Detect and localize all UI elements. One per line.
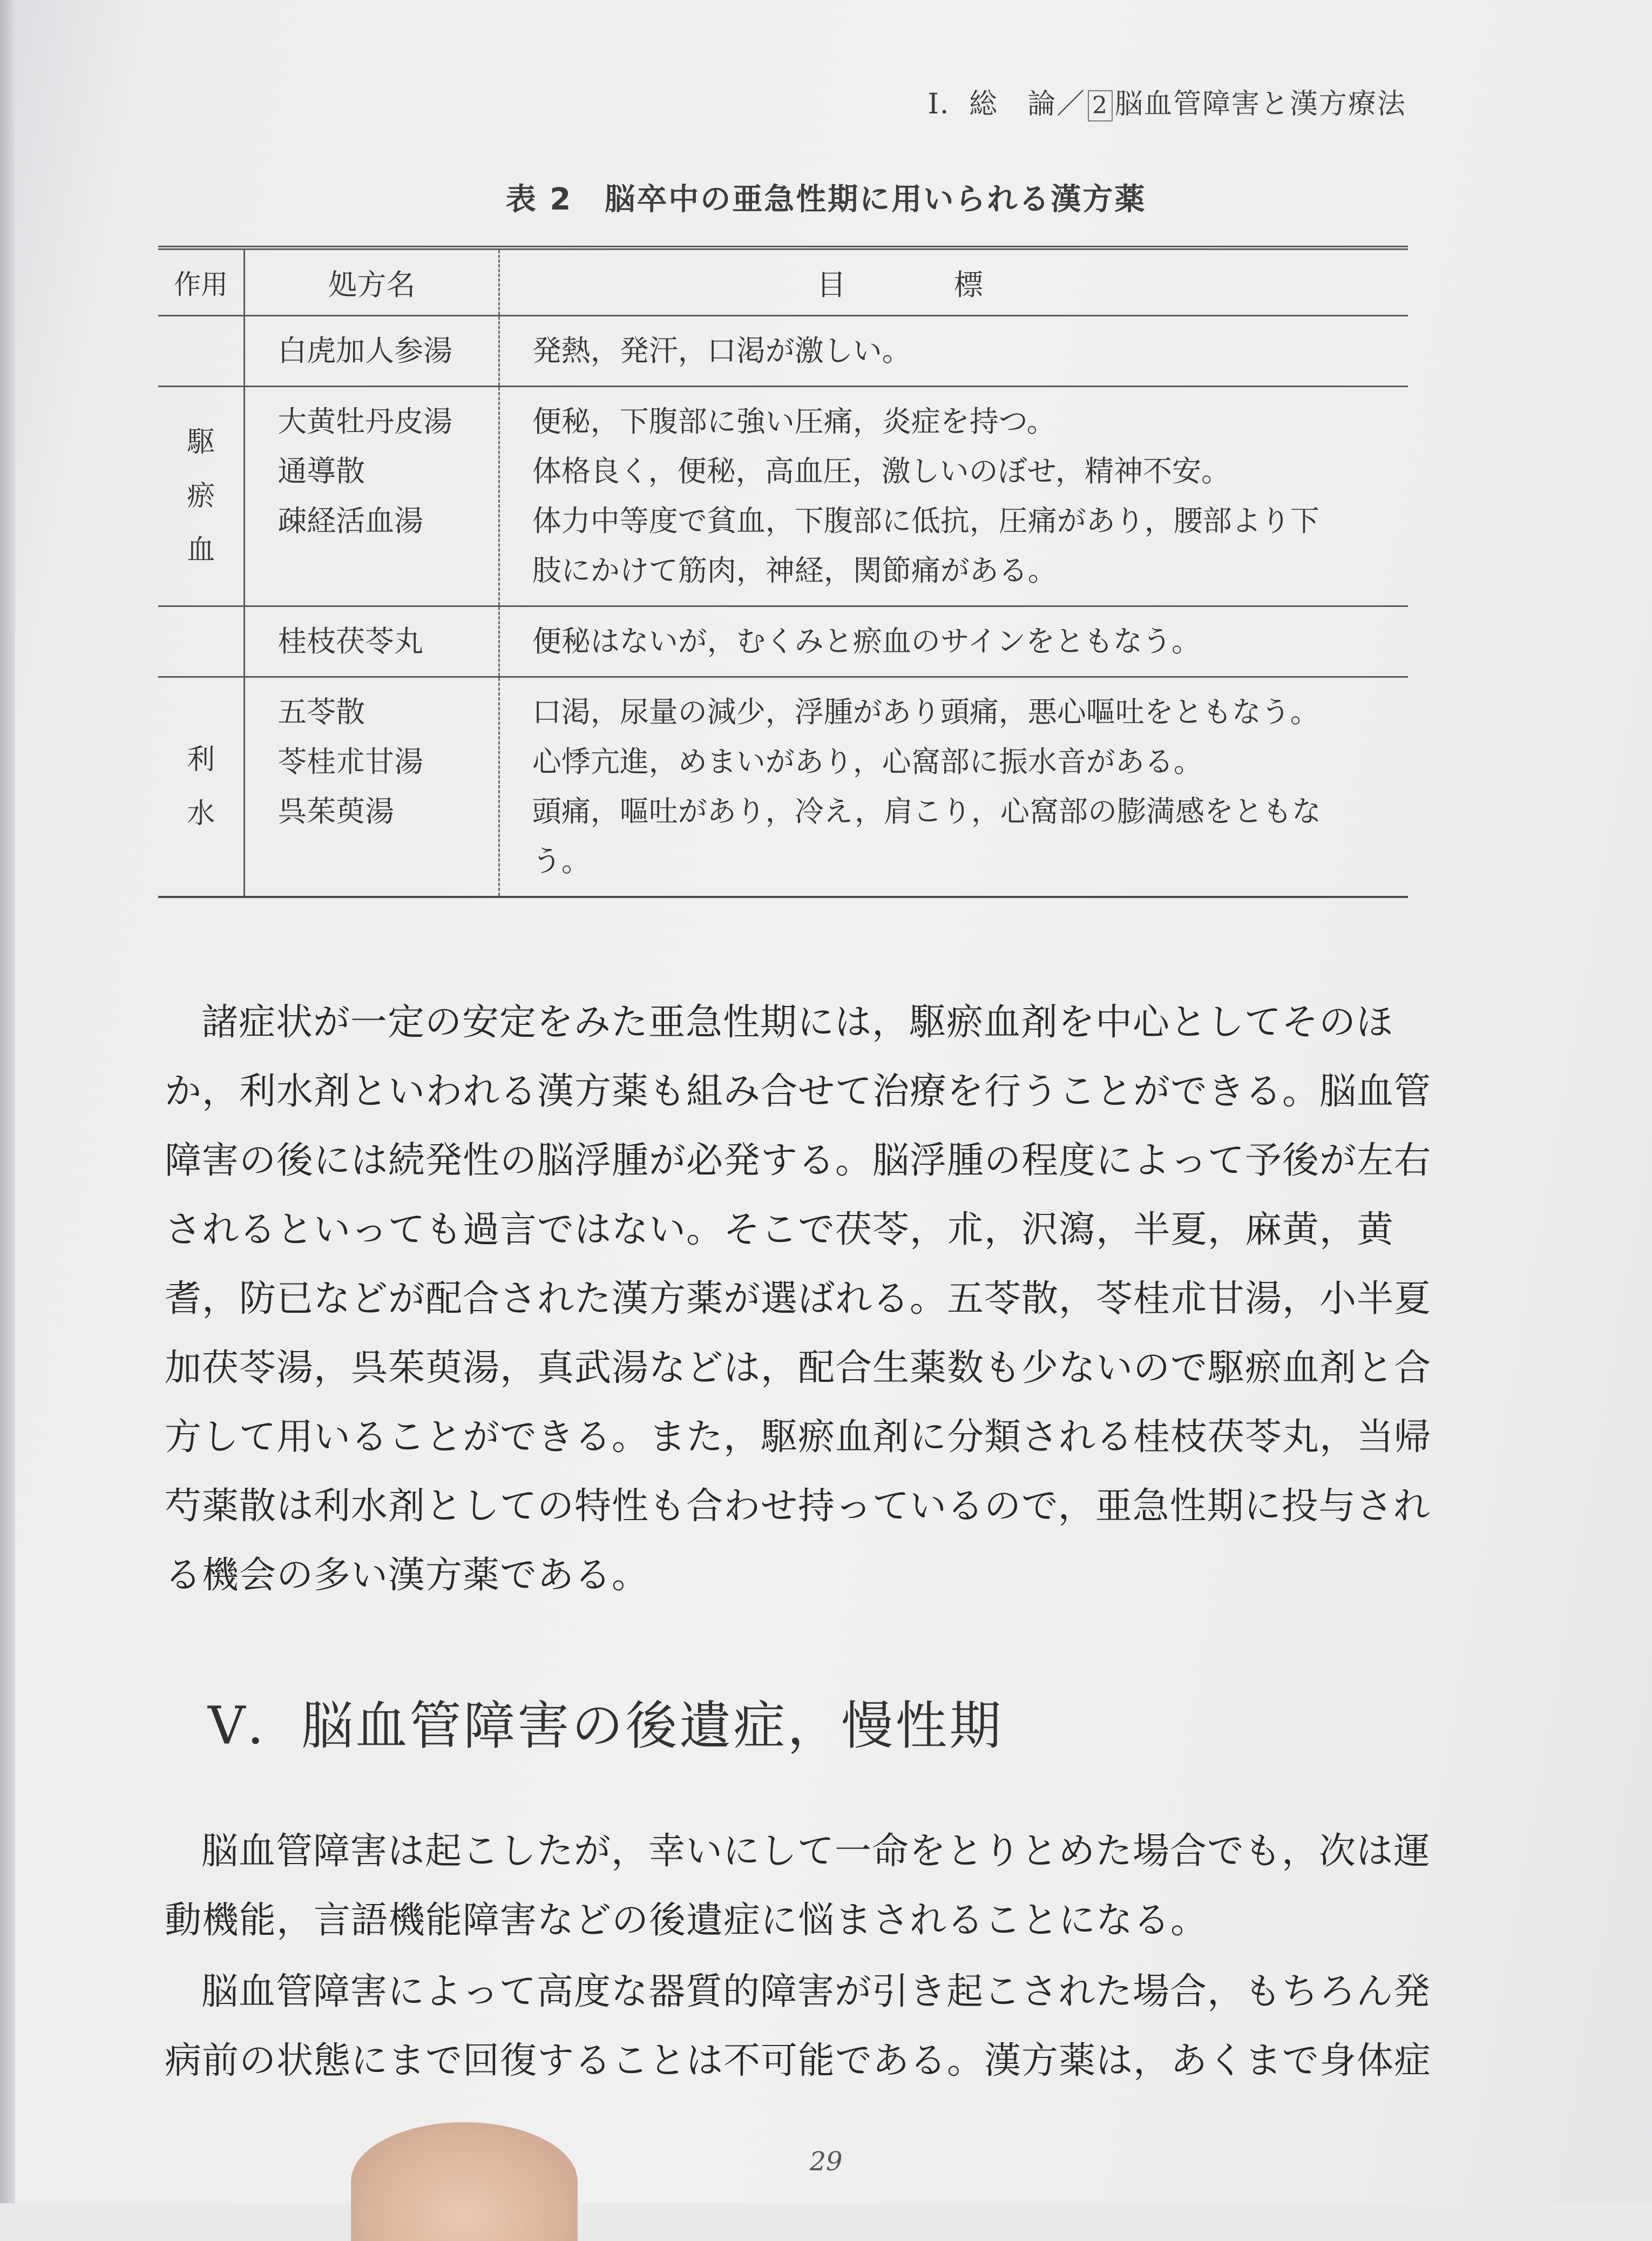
action-char: 血 [187,534,215,566]
action-char: 利 [187,744,215,776]
prescription-name: 白虎加人参湯 [277,334,453,368]
table-row [158,387,1408,606]
action-char: 駆 [187,426,215,458]
prescription-name-cell [245,387,499,606]
table-caption-text: 脳卒中の亜急性期に用いられる漢方薬 [605,182,1147,217]
target-text: 体格良く，便秘，高血圧，激しいのぼせ，精神不安。 [532,454,1231,488]
target-text: 肢にかけて筋肉，神経，関節痛がある。 [532,554,1057,588]
prescription-name: 苓桂朮甘湯 [277,745,424,779]
target-text: 便秘，下腹部に強い圧痛，炎症を持つ。 [532,404,1056,438]
running-head [927,81,1406,122]
section-heading: V．脳血管障害の後遺症，慢性期 [208,1696,1004,1756]
header-prescription-name: 処方名 [245,248,499,316]
prescription-name-cell [245,606,499,677]
action-char: 水 [187,798,215,830]
target-text: 頭痛，嘔吐があり，冷え，肩こり，心窩部の膨満感をともな [532,794,1321,828]
table-header-row [158,248,1408,316]
kampo-table [158,246,1408,898]
target-cell [499,606,1408,677]
action-cell [158,316,245,387]
target-text: う。 [532,844,591,878]
action-cell [158,387,245,606]
prescription-name-cell [245,677,499,897]
prescription-name: 呉茱萸湯 [277,794,395,828]
page-gutter-shadow [0,0,15,2203]
header-action: 作用 [158,248,245,316]
action-cell [158,677,245,897]
paragraph-organic-damage: 脳血管障害によって高度な器質的障害が引き起こされた場合，もちろん発病前の状態にまで回復することは不可能である。漢方薬は，あくまで身体症 [165,1970,1432,2082]
target-text: 体力中等度で貧血，下腹部に低抗，圧痛があり，腰部より下 [532,504,1319,538]
table-row [158,316,1408,387]
target-text: 口渇，尿量の減少，浮腫があり頭痛，悪心嘔吐をともなう。 [532,695,1319,729]
paragraph-sequelae: 脳血管障害は起こしたが，幸いにして一命をとりとめた場合でも，次は運動機能，言語機能障害などの後遺症に悩まされることになる。 [165,1830,1431,1942]
target-cell [499,316,1408,387]
target-text: 発熱，発汗，口渇が激しい。 [532,334,911,368]
prescription-name: 大黄牡丹皮湯 [277,404,453,438]
running-head-chapter-number: 2 [1088,90,1113,122]
target-cell [499,677,1408,897]
prescription-name: 桂枝茯苓丸 [277,624,424,658]
page-number: 29 [809,2146,843,2177]
table-caption-label: 表 2 [505,182,573,217]
action-char: 瘀 [187,480,215,512]
prescription-name: 五苓散 [277,695,365,729]
running-head-chapter-title: 脳血管障害と漢方療法 [1114,88,1406,120]
target-text: 便秘はないが，むくみと瘀血のサインをともなう。 [532,624,1201,658]
thumb-photo-artifact [351,2122,578,2241]
target-cell [499,387,1408,606]
paragraph-subacute: 諸症状が一定の安定をみた亜急性期には，駆瘀血剤を中心としてそのほか，利水剤といわれる漢方薬も組み合せて治療を行うことができる。脳血管障害の後には続発性の脳浮腫が必発する。脳浮腫の程度によって予後が左右されるといっても過言ではない。そこで茯苓，朮，沢瀉，半夏，麻黄，黄耆，防已などが配合された漢方薬が選ばれる。五苓散，苓桂朮甘湯，小半夏加茯苓湯，呉茱萸湯，真武湯などは，配合生薬数も少ないので駆瘀血剤と合方して用いることができる。また，駆瘀血剤に分類される桂枝茯苓丸，当帰芍薬散は利水剤としての特性も合わせ持っているので，亜急性期に投与される機会の多い漢方薬である。 [165,1001,1432,1597]
header-target: 目標 [499,248,1408,316]
table-caption [0,176,1652,219]
table-row [158,677,1408,897]
prescription-name: 通導散 [277,454,365,488]
prescription-name: 疎経活血湯 [277,504,424,538]
target-text: 心悸亢進，めまいがあり，心窩部に振水音がある。 [532,745,1203,779]
running-head-section: I．総 論／ [927,88,1086,120]
prescription-name-cell [245,316,499,387]
table-row [158,606,1408,677]
action-cell [158,606,245,677]
